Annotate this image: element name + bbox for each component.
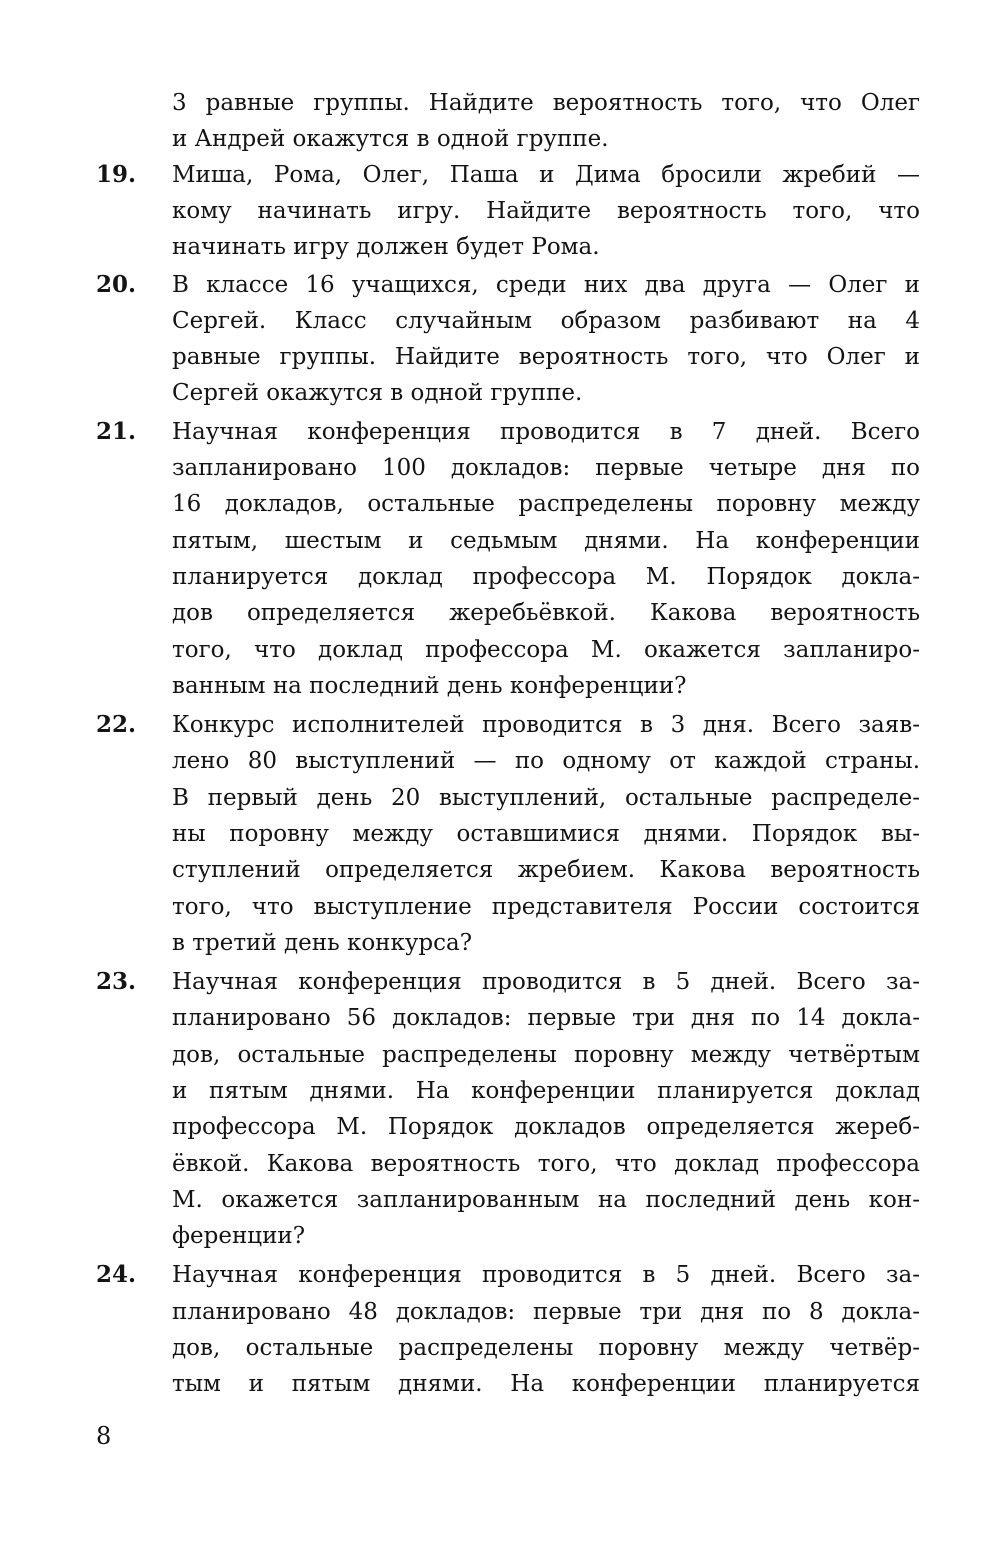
problem-23-line-1: Научная конференция проводится в 5 дней. Всего за- <box>172 969 920 995</box>
problem-23-line-5: профессора М. Порядок докладов определяется жереб- <box>172 1114 920 1140</box>
problem-18-line-2: и Андрей окажутся в одной группе. <box>172 126 609 152</box>
problem-23-number: 23. <box>96 968 137 995</box>
problem-20-line-1: В классе 16 учащихся, среди них два друга — Олег и <box>172 272 920 298</box>
problem-20-line-2: Сергей. Класс случайным образом разбивают на 4 <box>172 308 920 334</box>
problem-21-line-7: того, что доклад профессора М. окажется запланиро- <box>172 637 920 663</box>
page-number: 8 <box>96 1422 112 1450</box>
problem-23-line-4: и пятым днями. На конференции планируется доклад <box>172 1078 920 1104</box>
problem-23-line-2: планировано 56 докладов: первые три дня по 14 доклa- <box>172 1005 920 1031</box>
problem-22-line-2: лено 80 выступлений — по одному от каждой страны. <box>172 748 920 774</box>
problem-24-line-2: планировано 48 докладов: первые три дня по 8 доклa- <box>172 1299 920 1325</box>
problem-21-line-3: 16 докладов, остальные распределены поровну между <box>172 491 920 517</box>
problem-20-number: 20. <box>96 271 137 298</box>
problem-23-line-3: дов, остальные распределены поровну между четвёртым <box>172 1042 920 1068</box>
problem-21-line-6: дов определяется жеребьёвкой. Какова вероятность <box>172 600 920 626</box>
problem-21-line-1: Научная конференция проводится в 7 дней. Всего <box>172 419 920 445</box>
problem-20-line-4: Сергей окажутся в одной группе. <box>172 380 583 406</box>
problem-21-line-8: ванным на последний день конференции? <box>172 673 687 699</box>
problem-22-line-5: ступлений определяется жребием. Какова вероятность <box>172 857 920 883</box>
problem-21-number: 21. <box>96 418 137 445</box>
problem-20-line-3: равные группы. Найдите вероятность того, что Олег и <box>172 344 920 370</box>
problem-19-line-3: начинать игру должен будет Рома. <box>172 234 600 260</box>
problem-21-line-5: планируется доклад профессора М. Порядок докла- <box>172 564 920 590</box>
problem-22-line-6: того, что выступление представителя России состоится <box>172 894 920 920</box>
problem-21-line-2: запланировано 100 докладов: первые четыре дня по <box>172 455 920 481</box>
problem-24-line-1: Научная конференция проводится в 5 дней. Всего за- <box>172 1262 920 1288</box>
problem-24-line-3: дов, остальные распределены поровну между четвёр- <box>172 1335 920 1361</box>
problem-21-line-4: пятым, шестым и седьмым днями. На конференции <box>172 528 920 554</box>
problem-22-line-4: ны поровну между оставшимися днями. Порядок вы- <box>172 821 920 847</box>
problem-24-line-4: тым и пятым днями. На конференции планируется <box>172 1371 920 1397</box>
problem-22-line-7: в третий день конкурса? <box>172 930 473 956</box>
problem-19-line-2: кому начинать игру. Найдите вероятность того, что <box>172 198 920 224</box>
problem-22-number: 22. <box>96 711 137 738</box>
problem-24-number: 24. <box>96 1261 137 1288</box>
problem-23-line-8: ференции? <box>172 1223 306 1249</box>
problem-19-number: 19. <box>96 161 137 188</box>
problem-19-line-1: Миша, Рома, Олег, Паша и Дима бросили жребий — <box>172 162 920 188</box>
problem-18-line-1: 3 равные группы. Найдите вероятность того, что Олег <box>172 90 920 116</box>
problem-22-line-1: Конкурс исполнителей проводится в 3 дня. Всего заяв- <box>172 712 920 738</box>
problem-23-line-7: М. окажется запланированным на последний день кон- <box>172 1187 920 1213</box>
problem-22-line-3: В первый день 20 выступлений, остальные распределе- <box>172 785 920 811</box>
problem-23-line-6: ёвкой. Какова вероятность того, что доклад профессора <box>172 1151 920 1177</box>
